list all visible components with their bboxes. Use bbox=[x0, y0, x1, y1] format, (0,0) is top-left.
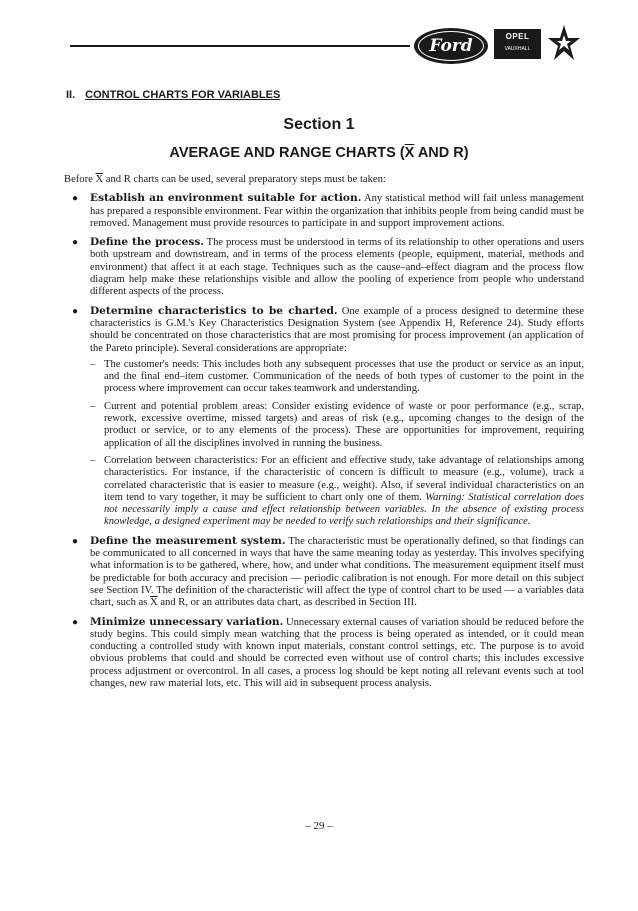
bullet-icon: ● bbox=[72, 535, 79, 547]
page-number: – 29 – bbox=[305, 820, 333, 832]
list-item: ● Define the process. The process must be understood in terms of its relationship to other operations and users both upstream and downstream, and in terms of the process elements (people, equipment, material, methods and environment) that affect it at each stage. Techniques such as the cause–and–effect diagram and the process flow diagram help make these relationships visible and allow the pooling of experience from people who understand different aspects of the process. bbox=[72, 236, 584, 298]
x-bar-symbol: $\overline{X}$ bbox=[404, 145, 415, 161]
intro-paragraph: Before $\overline{X}$ and R charts can be used, several preparatory steps must be taken: bbox=[64, 174, 386, 185]
bullet-icon: ● bbox=[72, 305, 79, 317]
part-title-text: CONTROL CHARTS FOR VARIABLES bbox=[85, 89, 281, 101]
list-item: ● Establish an environment suitable for action. Any statistical method will fail unless management has prepared a responsible environment. Fear within the organization that inhibits people from being candid must be removed. Management must provide resources to participate in and support improvement actions. bbox=[72, 192, 584, 229]
warning-text: Warning: Statistical correlation does not necessarily imply a cause and effect relationship between variables. In the absence of existing process knowledge, a designed experiment may be needed to verify such relationships and their significance. bbox=[104, 491, 584, 528]
list-item: ● Minimize unnecessary variation. Unnecessary external causes of variation should be reduced before the study begins. This could simply mean watching that the process is being operated as intended, or it could mean conducting a controlled study with known input materials, constant control settings, etc. The purpose is to avoid obvious problems that could and should be corrected even without use of control charts; this includes excessive process adjustment or overcontrol. In all cases, a process log should be kept noting all relevant events such at tool changes, new raw material lots, etc. This will aid in subsequent process analysis. bbox=[72, 615, 584, 689]
opel-logo-text: OPEL bbox=[505, 32, 530, 41]
ford-logo bbox=[414, 28, 488, 64]
x-bar-symbol: $\overline{X}$ bbox=[95, 174, 104, 185]
list-item: – The customer's needs: This includes both any subsequent processes that use the product or service as an input, and the final end–item customer. Communication of the needs of both types of customer to the point in the process where improvement can occur takes teamwork and understanding. bbox=[90, 358, 584, 395]
list-item: ● Define the measurement system. The characteristic must be operationally defined, so that findings can be communicated to all concerned in ways that have the same meaning today as yesterday. This involves specifying what information is to be gathered, where, how, and under what conditions. The measurement equipment itself must be predictable for both accuracy and precision — periodic calibration is not enough. For more detail on this subject see Section IV. The definition of the characteristic will affect the type of control chart to be used — a variables data chart, such as $\overline{X}$ and R, or an attributes data chart, as described in Section III. bbox=[72, 534, 584, 609]
x-bar-symbol: $\overline{X}$ bbox=[150, 597, 158, 609]
bullet-icon: ● bbox=[72, 193, 79, 205]
part-title bbox=[66, 89, 280, 101]
preparatory-steps-list bbox=[64, 192, 584, 690]
list-item: ● Determine characteristics to be charted. One example of a process designed to determine these characteristics is G.M.'s Key Characteristics Designation System (see Appendix H, Reference 24). Study efforts should be concentrated on those characteristics that are most promising for process improvement (an application of the Pareto principle). Several considerations are appropriate: – The customer's needs: This includes both any subsequent processes that use the product or service as an input, and the final end–item customer. Communication of the needs of both types of customer to the point in the process where improvement can occur takes teamwork and understanding. – Current and potential problem areas: Consider existing evidence of waste or poor performance (e.g., scrap, rework, excessive overtime, missed targets) and areas of risk (e.g., upcoming changes to the design of the product or service, or to any elements of the process). These are opportunities for improvement, requiring application of all the disciplines involved in running the business. – Correlation between characteristics: For an efficient and effective study, take advantage of relationships among characteristics. For instance, if the characteristic of concern is difficult to measure (e.g., volume), track a correlated characteristic that is easier to measure (e.g., weight). Also, if several individual characteristics on an item tend to vary together, it may be sufficient to chart only one of them. Warning: Statistical correlation does not necessarily imply a cause and effect relationship between variables. In the absence of existing process knowledge, a designed experiment may be needed to verify such relationships and their significance. bbox=[72, 304, 585, 528]
section-title: AVERAGE AND RANGE CHARTS ($\overline{X}$ AND R) bbox=[169, 145, 469, 161]
ford-logo-text: Ford bbox=[429, 36, 473, 56]
opel-vauxhall-logo bbox=[494, 29, 541, 59]
considerations-list bbox=[90, 359, 584, 529]
chrysler-pentastar-icon bbox=[547, 23, 581, 63]
vauxhall-logo-text: VAUXHALL bbox=[504, 46, 531, 52]
header-rule bbox=[70, 45, 410, 47]
bullet-icon: ● bbox=[72, 616, 79, 628]
body-text bbox=[64, 174, 584, 696]
section-number: Section 1 bbox=[283, 116, 355, 133]
part-title-numeral: II. bbox=[66, 89, 76, 101]
list-item: – Current and potential problem areas: Consider existing evidence of waste or poor performance (e.g., scrap, rework, excessive overtime, missed targets) and areas of risk (e.g., upcoming changes to the design of the product or service, or to any elements of the process). These are opportunities for improvement, requiring application of all the disciplines involved in running the business. bbox=[90, 400, 584, 449]
bullet-icon: ● bbox=[72, 237, 79, 249]
list-item: – Correlation between characteristics: For an efficient and effective study, take advantage of relationships among characteristics. For instance, if the characteristic of concern is difficult to measure (e.g., volume), track a correlated characteristic that is easier to measure (e.g., weight). Also, if several individual characteristics on an item tend to vary together, it may be sufficient to chart only one of them. Warning: Statistical correlation does not necessarily imply a cause and effect relationship between variables. In the absence of existing process knowledge, a designed experiment may be needed to verify such relationships and their significance. bbox=[90, 454, 584, 528]
